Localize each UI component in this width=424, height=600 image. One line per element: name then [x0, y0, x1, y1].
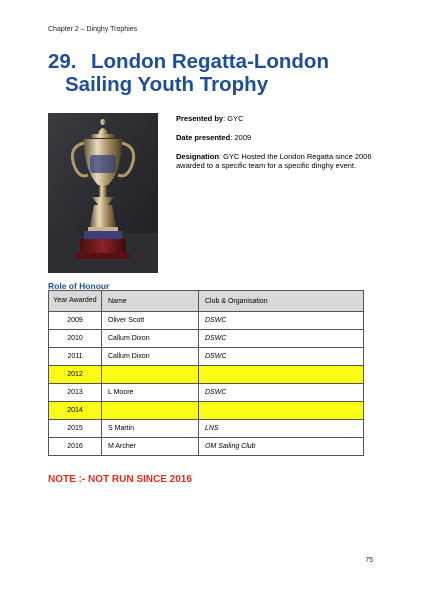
- cell-club: [199, 366, 364, 384]
- header-year: Year Awarded: [49, 291, 102, 312]
- chapter-header: Chapter 2 – Dinghy Trophies: [48, 26, 138, 33]
- designation: [176, 152, 376, 170]
- table-row: [49, 420, 364, 438]
- cell-name: L Moore: [102, 384, 199, 402]
- roll-of-honour-table: [48, 290, 364, 456]
- page-number: 75: [365, 557, 373, 564]
- cell-name: [102, 402, 199, 420]
- cell-year: 2013: [49, 384, 102, 402]
- title-line-2: Sailing Youth Trophy: [65, 73, 269, 96]
- cell-name: Callum Dixon: [102, 330, 199, 348]
- cell-year: 2010: [49, 330, 102, 348]
- table-row-highlighted: [49, 366, 364, 384]
- designation-label: Designation: [176, 152, 219, 161]
- date-presented: [176, 133, 376, 142]
- cell-name: [102, 366, 199, 384]
- cell-year: 2012: [49, 366, 102, 384]
- cell-club: DSWC: [199, 330, 364, 348]
- cell-year: 2009: [49, 312, 102, 330]
- cell-year: 2011: [49, 348, 102, 366]
- header-club: Club & Organisation: [199, 291, 364, 312]
- header-name: Name: [102, 291, 199, 312]
- designation-value: : GYC Hosted the London Regatta since 2006 awarded to a specific team for a specific dinghy event.: [176, 152, 372, 170]
- trophy-image: [48, 113, 158, 273]
- note-not-run: NOTE :- NOT RUN SINCE 2016: [48, 474, 192, 485]
- table-row-highlighted: [49, 402, 364, 420]
- cell-club: OM Sailing Club: [199, 438, 364, 456]
- cell-name: S Martin: [102, 420, 199, 438]
- cell-club: DSWC: [199, 348, 364, 366]
- presented-by-value: : GYC: [223, 114, 244, 123]
- table-row: [49, 312, 364, 330]
- trophy-number: 29.: [48, 50, 77, 73]
- cell-club: [199, 402, 364, 420]
- page-title: [48, 50, 388, 96]
- cell-year: 2016: [49, 438, 102, 456]
- cell-club: DSWC: [199, 384, 364, 402]
- cell-year: 2015: [49, 420, 102, 438]
- cell-year: 2014: [49, 402, 102, 420]
- date-presented-label: Date presented: [176, 133, 231, 142]
- title-line-1: London Regatta-London: [91, 50, 329, 73]
- cell-club: DSWC: [199, 312, 364, 330]
- table-row: [49, 384, 364, 402]
- cell-name: Callum Dixon: [102, 348, 199, 366]
- presented-by: [176, 114, 376, 123]
- date-presented-value: : 2009: [230, 133, 252, 142]
- table-row: [49, 348, 364, 366]
- cell-name: Oliver Scott: [102, 312, 199, 330]
- presented-by-label: Presented by: [176, 114, 224, 123]
- cell-name: M Archer: [102, 438, 199, 456]
- roll-of-honour-heading: Role of Honour: [48, 281, 110, 291]
- trophy-photo: [48, 113, 158, 273]
- trophy-details: [176, 114, 376, 180]
- table-row: [49, 330, 364, 348]
- table-header-row: [49, 291, 364, 312]
- table-row: [49, 438, 364, 456]
- cell-club: LNS: [199, 420, 364, 438]
